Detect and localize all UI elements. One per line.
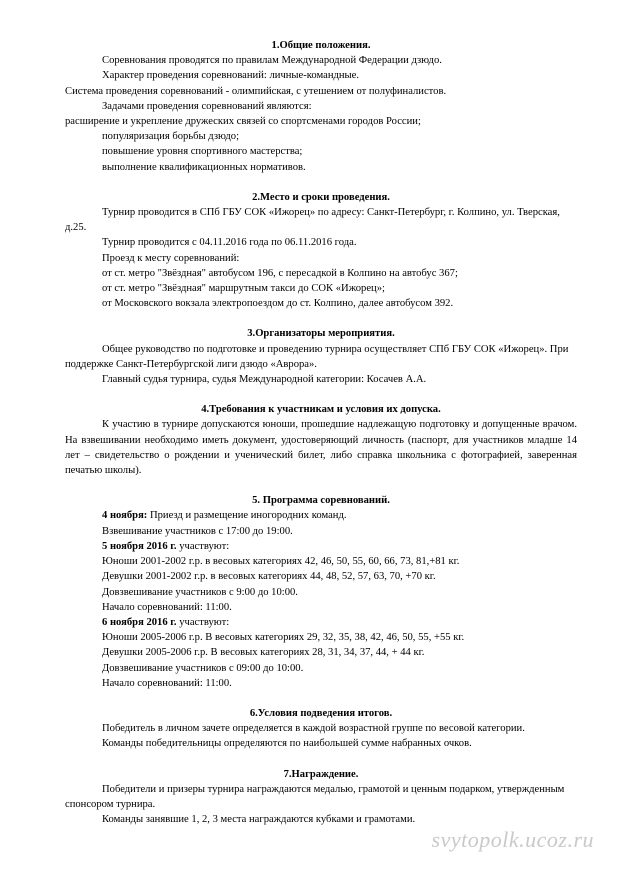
day-text: Приезд и размещение иногородних команд. [147,510,347,522]
list-item: Юноши 2005-2006 г.р. В весовых категориях 29, 32, 35, 38, 42, 46, 50, 55, +55 кг. [102,632,465,644]
section-title: 2.Место и сроки проведения. [252,191,390,203]
list-item: Девушки 2005-2006 г.р. В весовых категориях 28, 31, 34, 37, 44, + 44 кг. [102,647,425,659]
section-organizers [65,326,577,387]
list-item: Начало соревнований: 11:00. [102,601,232,613]
list-item: Довзвешивание участников с 9:00 до 10:00. [102,586,298,598]
section-results [65,706,577,752]
list-item: от Московского вокзала электропоездом до ст. Колпино, далее автобусом 392. [102,298,454,310]
paragraph: Команды победительницы определяются по наибольшей сумме набранных очков. [102,738,472,750]
section-general [65,38,577,175]
paragraph: Проезд к месту соревнований: [102,252,240,264]
list-item: популяризация борьбы дзюдо; [102,131,240,143]
paragraph: Задачами проведения соревнований являются: [102,100,312,112]
day-text: участвуют: [176,616,230,628]
list-item: от ст. метро "Звёздная" маршрутным такси до СОК «Ижорец»; [102,283,385,295]
paragraph: Соревнования проводятся по правилам Международной Федерации дзюдо. [102,55,442,67]
paragraph: Победитель в личном зачете определяется в каждой возрастной группе по весовой категории. [102,723,525,735]
list-item: от ст. метро "Звёздная" автобусом 196, с пересадкой в Колпино на автобус 367; [102,267,458,279]
list-item: Довзвешивание участников с 09:00 до 10:00. [102,662,304,674]
section-requirements [65,402,577,478]
day-text: участвуют: [176,540,230,552]
document-page [65,38,577,827]
list-item: расширение и укрепление дружеских связей со спортсменами городов России; [65,116,421,128]
paragraph: Турнир проводится с 04.11.2016 года по 06.11.2016 года. [102,237,357,249]
section-title: 6.Условия подведения итогов. [249,707,393,719]
paragraph: Характер проведения соревнований: личные-командные. [102,70,360,82]
paragraph: Турнир проводится в СПб ГБУ СОК «Ижорец» по адресу: Санкт-Петербург, г. Колпино, ул. Тверская, д.25. [65,207,560,234]
list-item: Начало соревнований: 11:00. [102,677,232,689]
paragraph: К участию в турнире допускаются юноши, прошедшие надлежащую подготовку и допущенные врачом. На взвешивании необходимо иметь документ, удостоверяющий личность (паспорт, для участников младше 14 лет – свидетельство о рождении и ученический билет, либо справка школьника с фотографией, заверенная печатью школы). [65,419,577,477]
paragraph: Главный судья турнира, судья Международной категории: Косачев А.А. [102,374,427,386]
section-title: 1.Общие положения. [271,40,371,51]
section-awards [65,767,577,828]
section-title: 4.Требования к участникам и условия их допуска. [201,404,441,416]
section-place-dates [65,190,577,312]
program-day [65,615,577,630]
list-item: Девушки 2001-2002 г.р. в весовых категориях 44, 48, 52, 57, 63, 70, +70 кг. [102,571,436,583]
program-day [65,539,577,554]
day-label: 5 ноября 2016 г. [102,540,177,552]
list-item: Взвешивание участников с 17:00 до 19:00. [102,525,293,537]
paragraph: Общее руководство по подготовке и проведению турнира осуществляет СПб ГБУ СОК «Ижорец». При поддержке Санкт-Петербургской лиги дзюдо «Аврора». [65,343,569,370]
section-title: 5. Программа соревнований. [252,495,390,507]
program-day [65,508,577,523]
section-title: 3.Организаторы мероприятия. [247,328,395,340]
day-label: 6 ноября 2016 г. [102,616,177,628]
section-program [65,493,577,691]
paragraph: Команды занявшие 1, 2, 3 места награждаются кубками и грамотами. [102,814,416,826]
day-label: 4 ноября: [102,510,148,522]
paragraph: Система проведения соревнований - олимпийская, с утешением от полуфиналистов. [65,85,447,97]
list-item: повышение уровня спортивного мастерства; [102,146,303,158]
section-title: 7.Награждение. [283,768,359,780]
list-item: выполнение квалификационных нормативов. [102,161,306,173]
watermark: svytopolk.ucoz.ru [431,827,594,852]
paragraph: Победители и призеры турнира награждаются медалью, грамотой и ценным подарком, утвержденным спонсором турнира. [65,783,565,810]
list-item: Юноши 2001-2002 г.р. в весовых категориях 42, 46, 50, 55, 60, 66, 73, 81,+81 кг. [102,556,460,568]
